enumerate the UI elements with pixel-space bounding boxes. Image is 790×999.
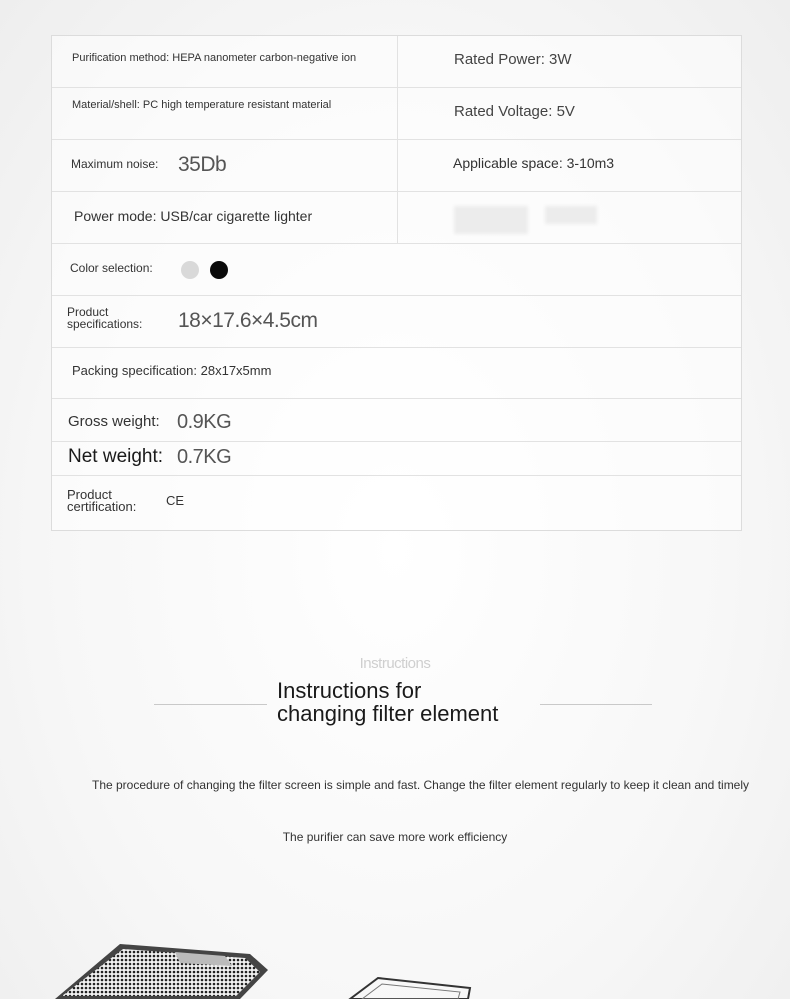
net-weight-value: 0.7KG: [177, 446, 232, 468]
gross-weight-value: 0.9KG: [177, 411, 232, 433]
power-mode-text: Power mode: USB/car cigarette lighter: [74, 208, 313, 224]
packing-spec-text: Packing specification: 28x17x5mm: [72, 363, 272, 378]
certification-label-1: Product: [67, 487, 112, 502]
applicable-space-text: Applicable space: 3-10m3: [453, 155, 615, 171]
blurred-placeholder: [454, 206, 528, 234]
spec-row-packing: [52, 348, 741, 399]
spec-row-color: [52, 244, 741, 296]
spec-row-product-spec: [52, 296, 741, 348]
spec-row-certification: [52, 476, 741, 529]
instructions-eyebrow: Instructions: [359, 655, 431, 672]
noise-label: Maximum noise:: [71, 157, 159, 171]
spec-row-noise: [52, 140, 741, 192]
spec-table: [51, 35, 742, 531]
divider-right: [540, 704, 652, 705]
instructions-title-line-2: changing filter element: [277, 701, 499, 726]
rated-voltage-text: Rated Voltage: 5V: [454, 103, 575, 120]
blurred-placeholder: [545, 206, 597, 224]
product-spec-label-2: specifications:: [67, 317, 143, 331]
gross-weight-label: Gross weight:: [68, 413, 160, 430]
divider-left: [154, 704, 267, 705]
rated-power-text: Rated Power: 3W: [454, 51, 572, 68]
instructions-paragraph-1: The procedure of changing the filter screen is simple and fast. Change the filter element regularly to keep it clean and timely: [92, 778, 750, 792]
spec-row-net-weight: [52, 442, 741, 476]
certification-value: CE: [166, 493, 185, 508]
filter-mesh-panel: [55, 944, 268, 999]
filter-illustration: [0, 930, 790, 999]
instructions-title: [277, 679, 498, 725]
color-swatch-grey[interactable]: [181, 261, 199, 279]
spec-row-purification: [52, 36, 741, 88]
spec-row-power-mode: [52, 192, 741, 244]
filter-frame-panel: [350, 978, 470, 999]
color-swatch-black[interactable]: [210, 261, 228, 279]
product-spec-label-1: Product: [67, 305, 109, 319]
spec-row-material: [52, 88, 741, 140]
material-text: Material/shell: PC high temperature resistant material: [72, 99, 332, 111]
certification-label-2: certification:: [67, 499, 137, 514]
color-selection-label: Color selection:: [70, 261, 153, 275]
net-weight-label: Net weight:: [68, 446, 164, 467]
instructions-paragraph-2: The purifier can save more work efficiency: [282, 830, 508, 844]
product-spec-value: 18×17.6×4.5cm: [178, 309, 318, 332]
purification-method-text: Purification method: HEPA nanometer carbon-negative ion: [72, 52, 357, 64]
noise-value: 35Db: [178, 153, 227, 176]
spec-row-gross-weight: [52, 399, 741, 442]
instructions-title-line-1: Instructions for: [277, 678, 422, 703]
